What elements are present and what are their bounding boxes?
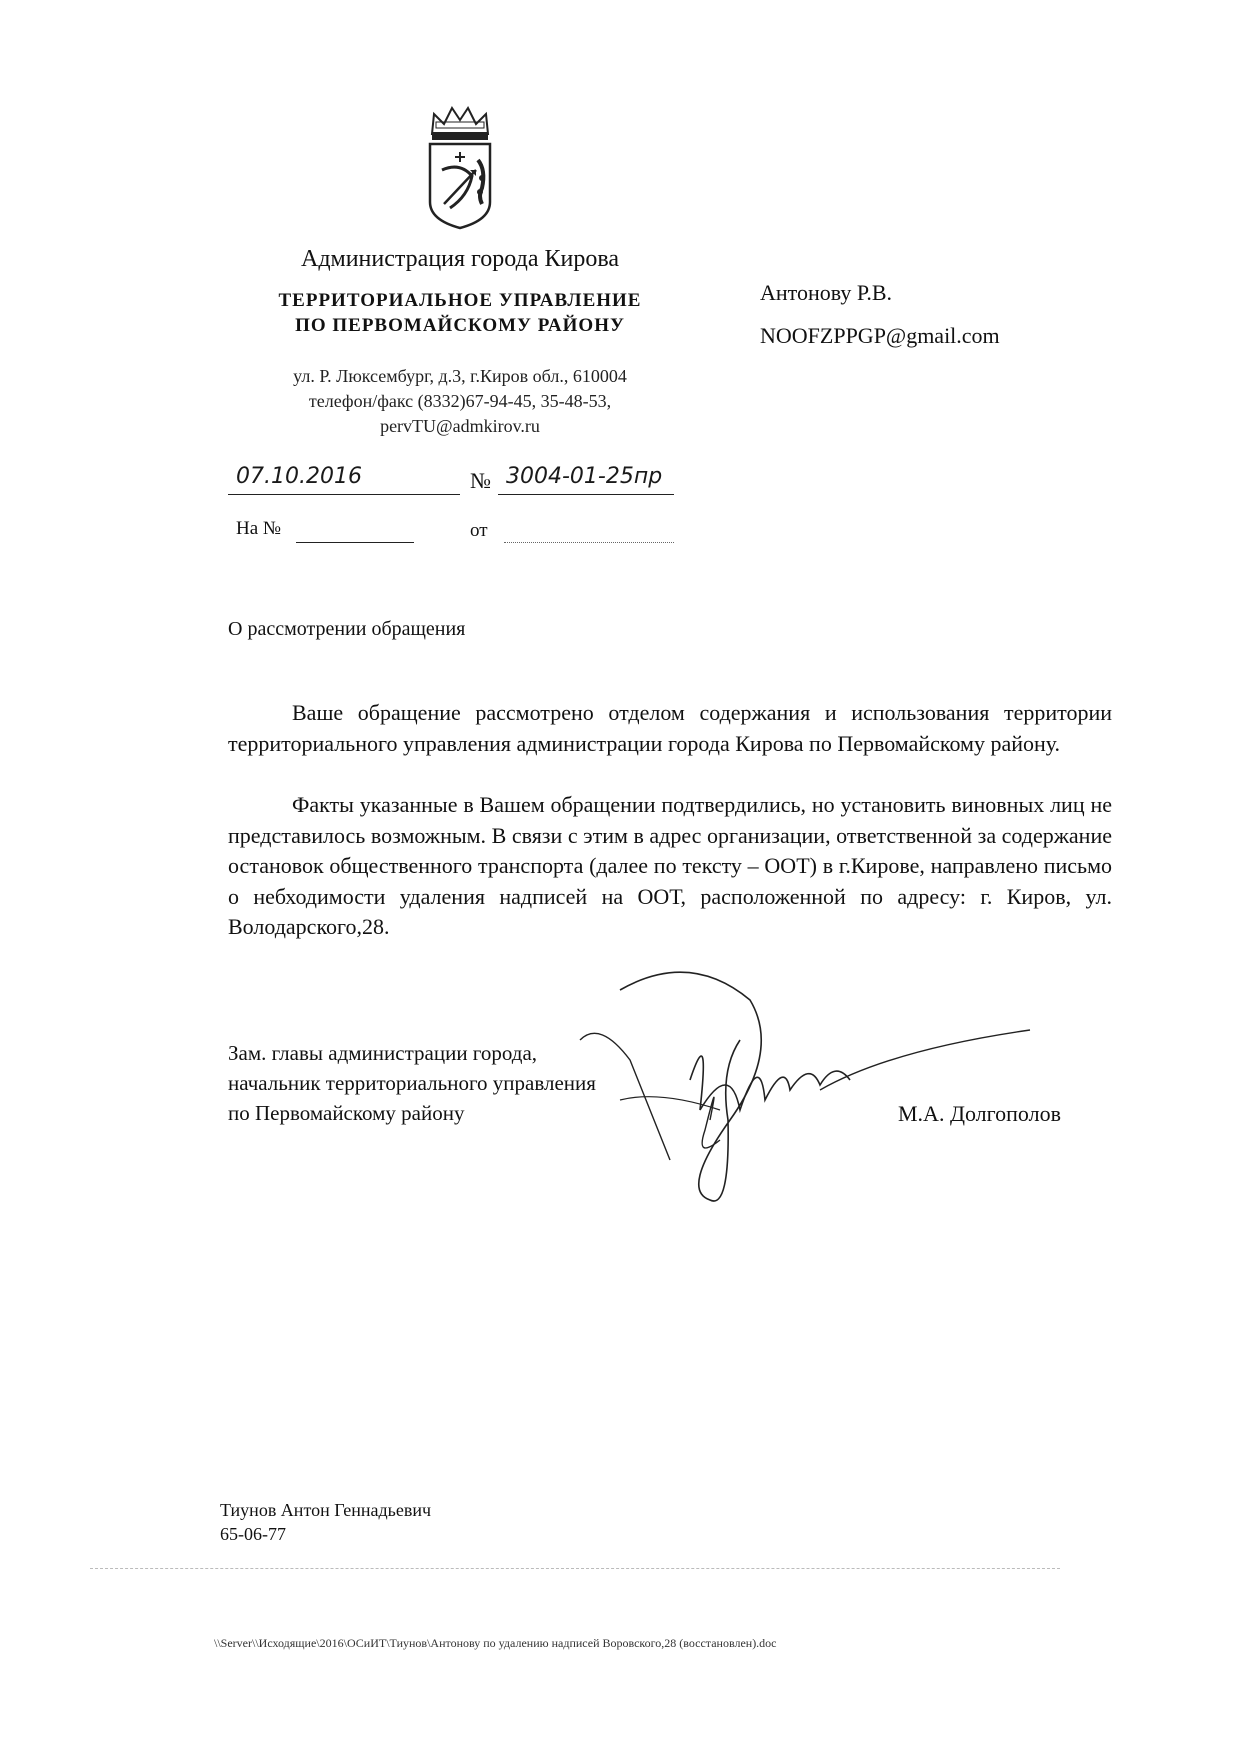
letter-subject: О рассмотрении обращения xyxy=(228,618,466,640)
number-label: № xyxy=(470,468,491,493)
date-underline xyxy=(228,494,460,495)
kirov-coat-of-arms-icon xyxy=(420,104,500,234)
phone-fax-line: телефон/факс (8332)67-94-45, 35-48-53, xyxy=(308,391,612,411)
recipient-email: NOOFZPPGP@gmail.com xyxy=(760,323,1000,348)
handwritten-signature xyxy=(560,960,1080,1220)
letter-paragraph: Факты указанные в Вашем обращении подтвердились, но установить виновных лиц не представилось возможным. В связи с этим в адрес организации, ответственной за содержание остановок общественного транспорта (далее по тексту – ООТ) в г.Кирове, направлено письмо о небходимости удаления надписей на ООТ, расположенной по адресу: г. Киров, ул. Володарского,28. xyxy=(228,792,1112,939)
signatory-title-line1: Зам. главы администрации города, xyxy=(228,1041,538,1065)
department-name-line2: ПО ПЕРВОМАЙСКОМУ РАЙОНУ xyxy=(295,315,625,336)
executor-name: Тиунов Антон Геннадьевич xyxy=(220,1500,432,1520)
number-underline xyxy=(498,494,674,495)
document-file-path: \\Server\\Исходящие\2016\ОСиИТ\Тиунов\Антонову по удалению надписей Воровского,28 (восстановлен).doc xyxy=(214,1636,777,1650)
department-name-line1: ТЕРРИТОРИАЛЬНОЕ УПРАВЛЕНИЕ xyxy=(278,290,642,311)
registration-number: 3004-01-25пр xyxy=(506,464,663,489)
recipient-name: Антонову Р.В. xyxy=(760,280,893,305)
organization-name: Администрация города Кирова xyxy=(300,246,619,272)
registration-date: 07.10.2016 xyxy=(236,464,362,489)
reference-number-label: На № xyxy=(236,518,282,539)
signatory-name: М.А. Долгополов xyxy=(898,1101,1061,1126)
reference-from-label: от xyxy=(470,520,488,541)
address-line: ул. Р. Люксембург, д.3, г.Киров обл., 610004 xyxy=(293,366,627,386)
signatory-title-line2: начальник территориального управления xyxy=(228,1071,596,1095)
department-email: pervTU@admkirov.ru xyxy=(380,416,540,436)
signatory-title-line3: по Первомайскому району xyxy=(228,1101,465,1125)
letter-paragraph: Ваше обращение рассмотрено отделом содержания и использования территории территориального управления администрации города Кирова по Первомайскому району. xyxy=(228,700,1112,756)
reference-number-underline xyxy=(296,542,414,543)
reference-date-underline xyxy=(504,542,674,543)
scan-divider xyxy=(90,1568,1060,1569)
executor-phone: 65-06-77 xyxy=(220,1524,286,1544)
